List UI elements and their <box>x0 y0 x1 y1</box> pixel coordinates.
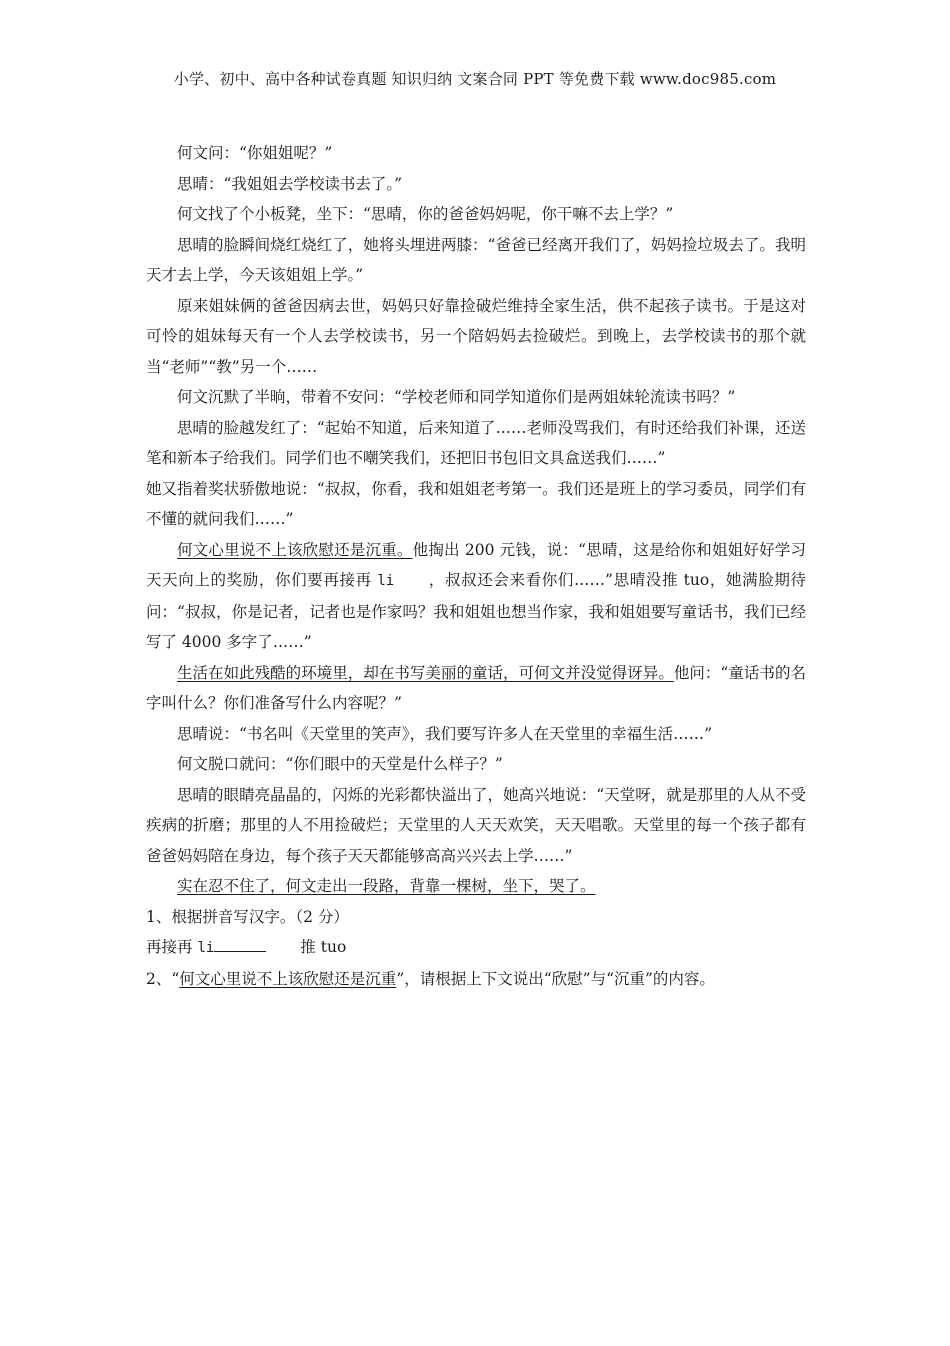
paragraph: 原来姐妹俩的爸爸因病去世，妈妈只好靠捡破烂维持全家生活，供不起孩子读书。于是这对可怜的姐妹每天有一个人去学校读书，另一个陪妈妈去捡破烂。到晚上，去学校读书的那个就当“老师”“教”另一个…… <box>146 296 806 376</box>
item-prefix: 再接再 <box>146 938 198 956</box>
pinyin-tuo: tuo <box>320 938 347 956</box>
underlined-sentence: 生活在如此残酷的环境里，却在书写美丽的童话，可何文并没觉得讶异。 <box>177 663 674 682</box>
item-prefix: 推 <box>300 938 321 956</box>
page-header: 小学、初中、高中各种试卷真题 知识归纳 文案合同 PPT 等免费下载 www.doc985.com <box>173 70 777 88</box>
underlined-quote: 何文心里说不上该欣慰还是沉重 <box>179 969 397 988</box>
paragraph: 她又指着奖状骄傲地说：“叔叔，你看，我和姐姐老考第一。我们还是班上的学习委员，同学们有不懂的就问我们……” <box>146 479 806 528</box>
pinyin-tuo: tuo <box>683 571 710 589</box>
pinyin-li: li <box>197 940 215 956</box>
paragraph: 思晴的眼睛亮晶晶的，闪烁的光彩都快溢出了，她高兴地说：“天堂呀，就是那里的人从不受疾病的折磨；那里的人不用捡破烂；天堂里的人天天欢笑，天天唱歌。天堂里的每一个孩子都有爸爸妈妈陪在身边，每个孩子天天都能够高高兴兴去上学……” <box>146 785 806 865</box>
question-1: 1、根据拼音写汉字。（2 分） <box>146 907 349 926</box>
paragraph <box>146 535 806 658</box>
paragraph: 思晴的脸瞬间烧红烧红了，她将头埋进两膝：“爸爸已经离开我们了，妈妈捡垃圾去了。我明天才去上学，今天该姐姐上学。” <box>146 235 806 284</box>
paragraph: 何文问：“你姐姐呢？” <box>177 144 333 162</box>
paragraph <box>146 658 806 719</box>
document-body <box>146 138 806 994</box>
paragraph: 何文找了个小板凳，坐下：“思晴，你的爸爸妈妈呢，你干嘛不去上学？” <box>177 205 674 223</box>
paragraph <box>146 871 806 902</box>
text-run: 2、“ <box>146 969 180 988</box>
paragraph: 何文脱口就问：“你们眼中的天堂是什么样子？” <box>177 755 503 773</box>
paragraph: 思晴：“我姐姐去学校读书去了。” <box>177 174 403 193</box>
pinyin-li: li <box>377 573 395 589</box>
question-1-items <box>146 932 806 964</box>
paragraph: 何文沉默了半晌，带着不安问：“学校老师和同学知道你们是两姐妹轮流读书吗？” <box>177 388 736 406</box>
answer-blank[interactable] <box>214 937 266 952</box>
paragraph: 思晴说：“书名叫《天堂里的笑声》，我们要写许多人在天堂里的幸福生活……” <box>177 724 713 743</box>
underlined-sentence: 实在忍不住了，何文走出一段路，背靠一棵树，坐下，哭了。 <box>177 877 596 895</box>
text-run: 他问：“童话书的名字叫什么？你们准备写什么内容呢？” <box>146 663 806 712</box>
question-2 <box>146 964 806 995</box>
text-run: ”，请根据上下文说出“欣慰”与“沉重”的内容。 <box>396 969 715 988</box>
paragraph: 思晴的脸越发红了：“起始不知道，后来知道了……老师没骂我们，有时还给我们补课，还送笔和新本子给我们。同学们也不嘲笑我们，还把旧书包旧文具盒送我们……” <box>146 418 806 467</box>
text-run: ，她满脸期待问：“叔叔，你是记者，记者也是作家吗？我和姐姐也想当作家，我和姐姐要写童话书，我们已经写了 4000 多字了……” <box>146 571 806 651</box>
text-run: 他掏出 200 元钱，说：“思晴，这是给你和姐姐好好学习天天向上的奖励，你们要再接再 <box>146 540 806 589</box>
underlined-sentence: 何文心里说不上该欣慰还是沉重。 <box>177 540 413 559</box>
text-run: ，叔叔还会来看你们……”思晴没推 <box>428 571 684 589</box>
